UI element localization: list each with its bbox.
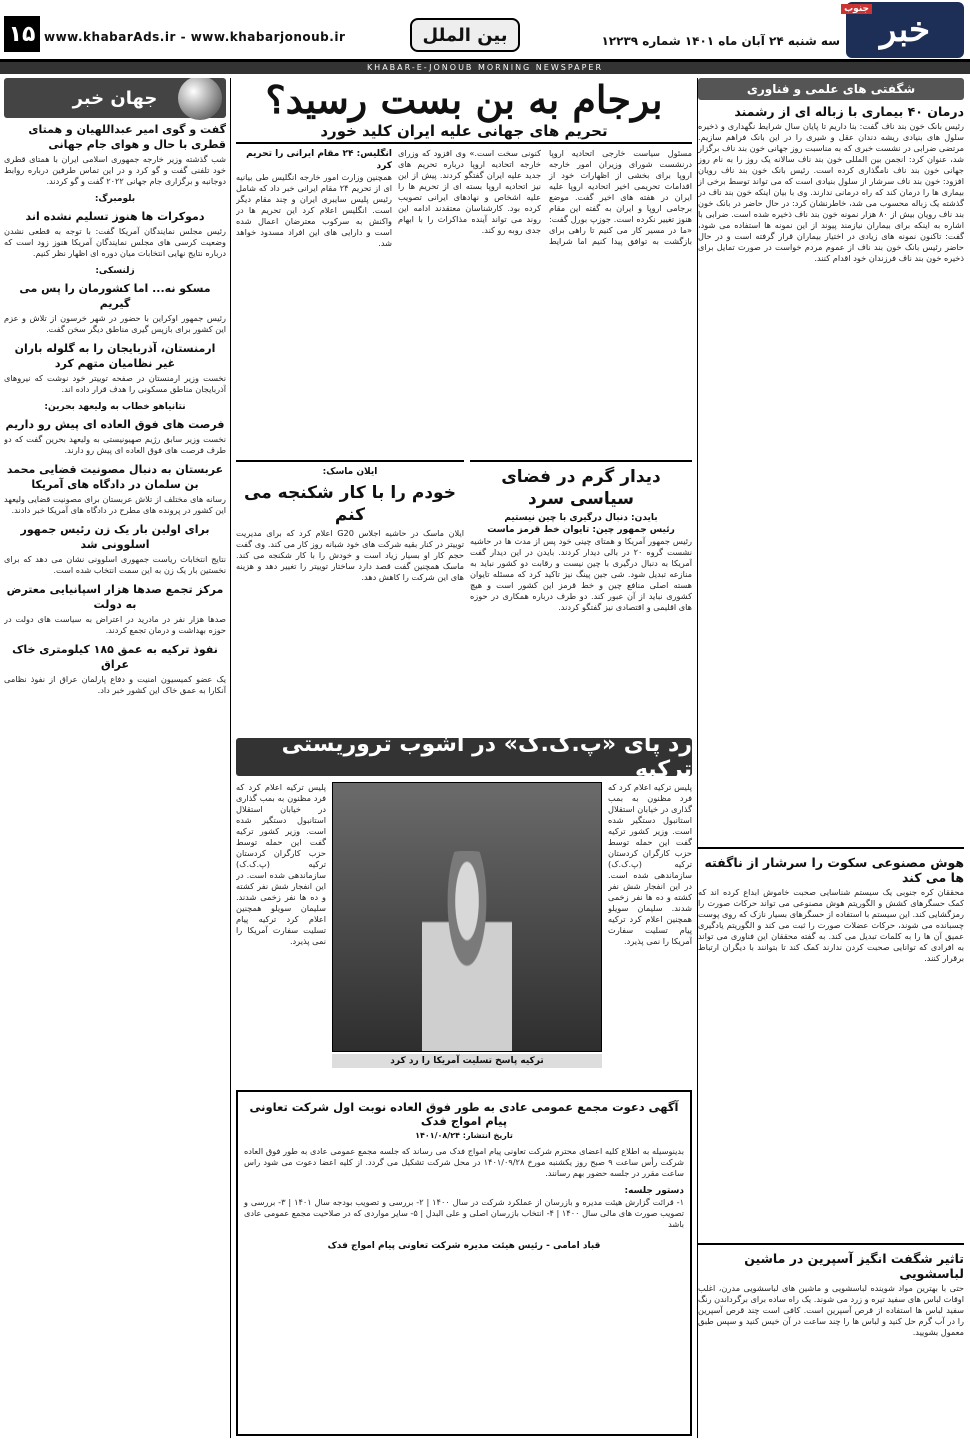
article-title: درمان ۴۰ بیماری با زباله ای از رشمند — [734, 104, 964, 119]
section-label: بین الملل — [410, 18, 520, 52]
news-body: نتایج انتخابات ریاست جمهوری اسلوونی نشان می دهد که برای نخستین بار یک زن به این سمت انتخاب شده است. — [4, 554, 226, 575]
right-column — [698, 78, 964, 1438]
lead-article-body: مسئول سیاست خارجی اتحادیه اروپا درنشست شورای وزیران امور خارجه اروپا برای بخشی از اظهارات خود از اقدامات تحریمی اخیر اتحادیه اروپا علیه ایران در هفته های اخیر گفت. موضع برجامی اروپا و ایران به گفته این مقام هنوز تغییر نکرده است. جوزپ بورل گفت: «ما در مسیر کار می کنیم تا راهی برای بازگشت به توافق پیدا کنیم اما شرایط کنونی سخت است.» وی افزود که وزرای خارجه اتحادیه اروپا درباره تحریم های جدید علیه ایران گفتگو کردند. پیش از این نیز اتحادیه اروپا بسته ای از تحریم ها را علیه اشخاص و نهادهای ایرانی تصویب کرده بود. کارشناسان معتقدند ادامه این روند می تواند آینده مذاکرات را با ابهام جدی روبه رو کند. — [398, 148, 692, 246]
ad-agenda-title: دستور جلسه: — [624, 1186, 684, 1196]
globe-icon — [178, 78, 222, 120]
ad-title: آگهی دعوت مجمع عمومی عادی به طور فوق العاده نوبت اول شرکت تعاونی پیام امواج فدک — [249, 1100, 679, 1128]
page-number: ۱۵ — [4, 16, 40, 52]
article-body: رئیس بانک خون بند ناف گفت: بنا داریم تا پایان سال شرایط نگهداری و ذخیره سلول های بنیادی ریشه دندان عقل و شیری را در این بانک فراهم سازیم. مرتضی ضرابی در نشست خبری که به مناسبت روز جهانی خون بند ناف برگزار شد، عنوان کرد: انجمن بین المللی خون بند ناف سالانه یک روز را به نام روز جهانی خون بند ناف نامگذاری کرده است. رئیس بانک خون بند ناف رویان افزود: خون بند ناف سرشار از سلول بنیادی است که می تواند توسط برخی از بیماری ها را درمان کند که راه درمانی ندارند. وی با بیان اینکه خون بند ناف در گذشته یک زباله محسوب می شد، خاطرنشان کرد: در حال حاضر در بانک خون بند ناف رویان بیش از ۸۰ هزار نمونه خون بند ناف ذخیره شده است. ضرابی با اشاره به اینکه برای بیماران نیازمند پیوند از این نمونه ها استفاده می شود، گفت: تاکنون نمونه های زیادی در اختیار بیماران قرار گرفته است و در حال حاضر رئیس بانک خون بند ناف از عموم مردم خواست در صورت تمایل برای ذخیره خون بند ناف فرزندان خود اقدام کنند. — [698, 121, 964, 263]
person-figure — [422, 851, 512, 1051]
world-news-label: جهان خبر — [72, 87, 158, 109]
divider — [698, 847, 964, 849]
divider — [236, 142, 692, 144]
news-body: رئیس مجلس نمایندگان آمریکا گفت: با توجه به قطعی نشدن وضعیت کرسی های مجلس نمایندگان آمریکا هنوز زود است که درباره نتایج نهایی انتخابات میان دوره ای اظهار نظر کنیم. — [4, 226, 226, 258]
side-article — [236, 148, 392, 454]
column-rule — [697, 78, 698, 1438]
news-title: عربستان به دنبال مصونیت قضایی محمد بن سلمان در دادگاه های آمریکا — [6, 463, 224, 491]
news-body: صدها هزار نفر در مادرید در اعتراض به سیاست های دولت در حوزه بهداشت و درمان تجمع کردند. — [4, 614, 226, 635]
article-body: حتی با بهترین مواد شوینده لباسشویی و ماشین های لباسشویی مدرن، اغلب اوقات لباس های سفید تیره و زرد می شوند. یک راه ساده برای برگرداندن رنگ سفید لباس ها استفاده از قرص آسپرین است. کافی است چند قرص آسپرین را در آب گرم حل کنید و لباس ها را چند ساعت در آن خیس کنید و سپس طبق معمول بشویید. — [698, 1283, 964, 1337]
news-title: ارمنستان، آذربایجان را به گلوله باران غیر نظامیان متهم کرد — [14, 342, 216, 370]
musk-kicker: ایلان ماسک: — [322, 467, 378, 477]
news-body: نخست وزیر ارمنستان در صفحه توییتر خود نوشت که نیروهای آذربایجان مناطق مسکونی را هدف قرار داده اند. — [4, 373, 226, 394]
news-kicker: بلومبرگ: — [94, 194, 136, 204]
musk-article — [236, 460, 464, 732]
news-title: دموکرات ها هنوز تسلیم نشده اند — [25, 210, 205, 223]
column-rule — [230, 78, 231, 1438]
turkey-body-right: پلیس ترکیه اعلام کرد که فرد مظنون به بمب گذاری در خیابان استقلال استانبول دستگیر شده است. وزیر کشور ترکیه گفت این حمله توسط حزب کارگران کردستان ترکیه (پ.ک.ک) سازماندهی شده است. در این انفجار شش نفر کشته و ده ها نفر زخمی شدند. سلیمان سویلو همچنین اعلام کرد ترکیه پیام تسلیت سفارت آمریکا را نمی پذیرد. — [608, 782, 692, 946]
biden-xi-sub1: بایدن: دنبال درگیری با چین نیستیم — [504, 513, 658, 523]
logo-text: خبر — [879, 10, 931, 50]
divider — [698, 1243, 964, 1245]
news-body: شب گذشته وزیر خارجه جمهوری اسلامی ایران با همتای قطری خود تلفنی گفت و گو کرد و در این تماس طرفین درباره روابط دوجانبه و برگزاری جام جهانی ۲۰۲۲ گفت و گو کردند. — [4, 154, 226, 186]
news-title: نفوذ ترکیه به عمق ۱۸۵ کیلومتری خاک عراق — [12, 643, 218, 671]
turkey-headline[interactable]: رد پای «پ.ک.ک» در آشوب تروریستی ترکیه — [236, 738, 692, 776]
news-body: نخست وزیر سابق رژیم صهیونیستی به ولیعهد بحرین گفت که دو طرف فرصت های فوق العاده ای پیش رو دارند. — [4, 434, 226, 455]
biden-xi-title[interactable]: دیدار گرم در فضای سیاسی سرد — [501, 467, 661, 509]
news-kicker: زلنسکی: — [95, 266, 135, 276]
musk-title[interactable]: خودم را با کار شکنجه می کنم — [244, 483, 456, 525]
left-column — [4, 78, 226, 1438]
ad-body: بدینوسیله به اطلاع کلیه اعضای محترم شرکت تعاونی پیام امواج فدک می رساند که جلسه مجمع عمومی عادی به طور فوق العاده شرکت رأس ساعت ۹ صبح روز یکشنبه مورخ ۱۴۰۱/۰۹/۲۸ در محل شرکت تشکیل می گردد. از کلیه اعضا دعوت می شود راس ساعت مقرر در جلسه حضور بهم رسانند. — [244, 1146, 684, 1178]
article-title: تاثیر شگفت انگیز آسپرین در ماشین لباسشویی — [744, 1251, 964, 1281]
dateline: سه شنبه ۲۴ آبان ماه ۱۴۰۱ شماره ۱۲۲۳۹ — [601, 34, 840, 48]
side-article-title: انگلیس: ۲۴ مقام ایرانی را تحریم کرد — [246, 149, 392, 171]
news-title: فرصت های فوق العاده ای پیش رو داریم — [5, 418, 225, 431]
main-headline[interactable]: برجام به بن بست رسید؟ — [265, 77, 663, 122]
suspect-photo[interactable] — [332, 782, 602, 1052]
tender-ad — [236, 1090, 692, 1436]
biden-xi-article — [470, 460, 692, 732]
right-section-band: شگفتی های علمی و فناوری — [698, 78, 964, 100]
main-headline-block — [236, 78, 692, 138]
article-title: هوش مصنوعی سکوت را سرشار از ناگفته ها می کند — [704, 855, 964, 885]
article-body: محققان کره جنوبی یک سیستم شناسایی صحبت خاموش ابداع کرده اند که کمک حسگرهای کشش و الگوریتم هوش مصنوعی می تواند حرکات صورت را رمزگشایی کند. این سیستم با استفاده از حسگرهای بسیار نازک که روی پوست چسبانده می شوند، حرکات عضلات صورت را ثبت می کند و الگوریتم یادگیری عمیق آن ها را به کلمات تبدیل می کند. به گفته محققان این فناوری می تواند به افرادی که توانایی صحبت کردن ندارند کمک کند تا بتوانند با دیگران ارتباط برقرار کنند. — [698, 887, 964, 963]
news-body: یک عضو کمیسیون امنیت و دفاع پارلمان عراق از نفوذ نظامی آنکارا به عمق خاک این کشور خبر داد. — [4, 674, 226, 695]
biden-xi-body: رئیس جمهور آمریکا و همتای چینی خود پس از مدت ها در حاشیه نشست گروه ۲۰ در بالی دیدار کردند. بایدن در این دیدار گفت آمریکا به دنبال درگیری با چین نیست و رقابت دو کشور نباید به منازعه تبدیل شود. شی جین پینگ نیز تاکید کرد که مسئله تایوان هسته اصلی منافع چین و خط قرمز این کشور است و هیچ کشوری نباید از آن عبور کند. دو طرف درباره همکاری در حوزه های اقلیمی و اقتصادی نیز گفتگو کردند. — [470, 536, 692, 612]
news-body: رسانه های مختلف از تلاش عربستان برای مصونیت قضایی ولیعهد این کشور در پرونده های مطرح در دادگاه های آمریکا خبر دادند. — [4, 494, 226, 515]
biden-xi-sub2: رئیس جمهور چین: تایوان خط قرمز ماست — [487, 525, 675, 535]
musk-body: ایلان ماسک در حاشیه اجلاس G20 اعلام کرد که برای مدیریت توییتر در کنار بقیه شرکت های خود شبانه روز کار می کند. وی گفت حجم کار او بسیار زیاد است و خودش را با کار شکنجه می کند. ماسک همچنین گفت قصد دارد ساختار توییتر را تغییر دهد و هزینه های این شرکت را کاهش دهد. — [236, 528, 464, 582]
turkey-body-left: پلیس ترکیه اعلام کرد که فرد مظنون به بمب گذاری در خیابان استقلال استانبول دستگیر شده است. وزیر کشور ترکیه گفت این حمله توسط حزب کارگران کردستان ترکیه (پ.ک.ک) سازماندهی شده است. در این انفجار شش نفر کشته و ده ها نفر زخمی شدند. سلیمان سویلو همچنین اعلام کرد ترکیه پیام تسلیت سفارت آمریکا را نمی پذیرد. — [236, 782, 326, 946]
news-kicker: نتانیاهو خطاب به ولیعهد بحرین: — [44, 402, 186, 412]
ad-date: تاریخ انتشار: ۱۴۰۱/۰۸/۲۴ — [415, 1131, 513, 1140]
news-title: گفت و گوی امیر عبداللهیان و همتای قطری با حال و هوای جام جهانی — [28, 123, 226, 151]
photo-caption: ترکیه پاسخ تسلیت آمریکا را رد کرد — [332, 1054, 602, 1068]
news-title: برای اولین بار یک زن رئیس جمهور اسلوونی شد — [20, 523, 210, 551]
world-news-band — [4, 78, 226, 118]
main-subheadline: تحریم های جهانی علیه ایران کلید خورد — [320, 122, 608, 140]
website-urls[interactable]: www.khabarAds.ir - www.khabarjonoub.ir — [44, 30, 346, 44]
ad-signature: قباد امامی - رئیس هیئت مدیره شرکت تعاونی پیام امواج فدک — [327, 1241, 601, 1251]
news-title: مسکو نه... اما کشورمان را پس می گیریم — [19, 282, 211, 310]
english-strip: KHABAR-E-JONOUB MORNING NEWSPAPER — [0, 62, 970, 74]
news-title: مرکز تجمع صدها هزار اسپانیایی معترض به دولت — [6, 583, 224, 611]
ad-agenda: ۱- قرائت گزارش هیئت مدیره و بازرسان از عملکرد شرکت در سال ۱۴۰۰ | ۲- بررسی و تصویب بودجه سال ۱۴۰۱ | ۳- بررسی و تصویب صورت های مالی سال ۱۴۰۰ | ۴- انتخاب بازرسان اصلی و علی البدل | ۵- سایر مواردی که در صلاحیت مجمع عمومی عادی باشد — [244, 1197, 685, 1229]
masthead — [0, 0, 970, 62]
news-body: رئیس جمهور اوکراین با حضور در شهر خرسون از تلاش و عزم این کشور برای بازپس گیری مناطق دیگر سخن گفت. — [4, 313, 226, 334]
side-article-body: همچنین وزارت امور خارجه انگلیس طی بیانیه ای از تحریم ۲۴ مقام ایرانی خبر داد که شامل رئیس پلیس سایبری ایران و چند مقام دیگر است. انگلیس اعلام کرد این تحریم ها در واکنش به سرکوب معترضان اعمال شده است و دارایی های این افراد مسدود خواهد شد. — [236, 172, 392, 248]
logo-sub: جنوب — [841, 4, 872, 14]
